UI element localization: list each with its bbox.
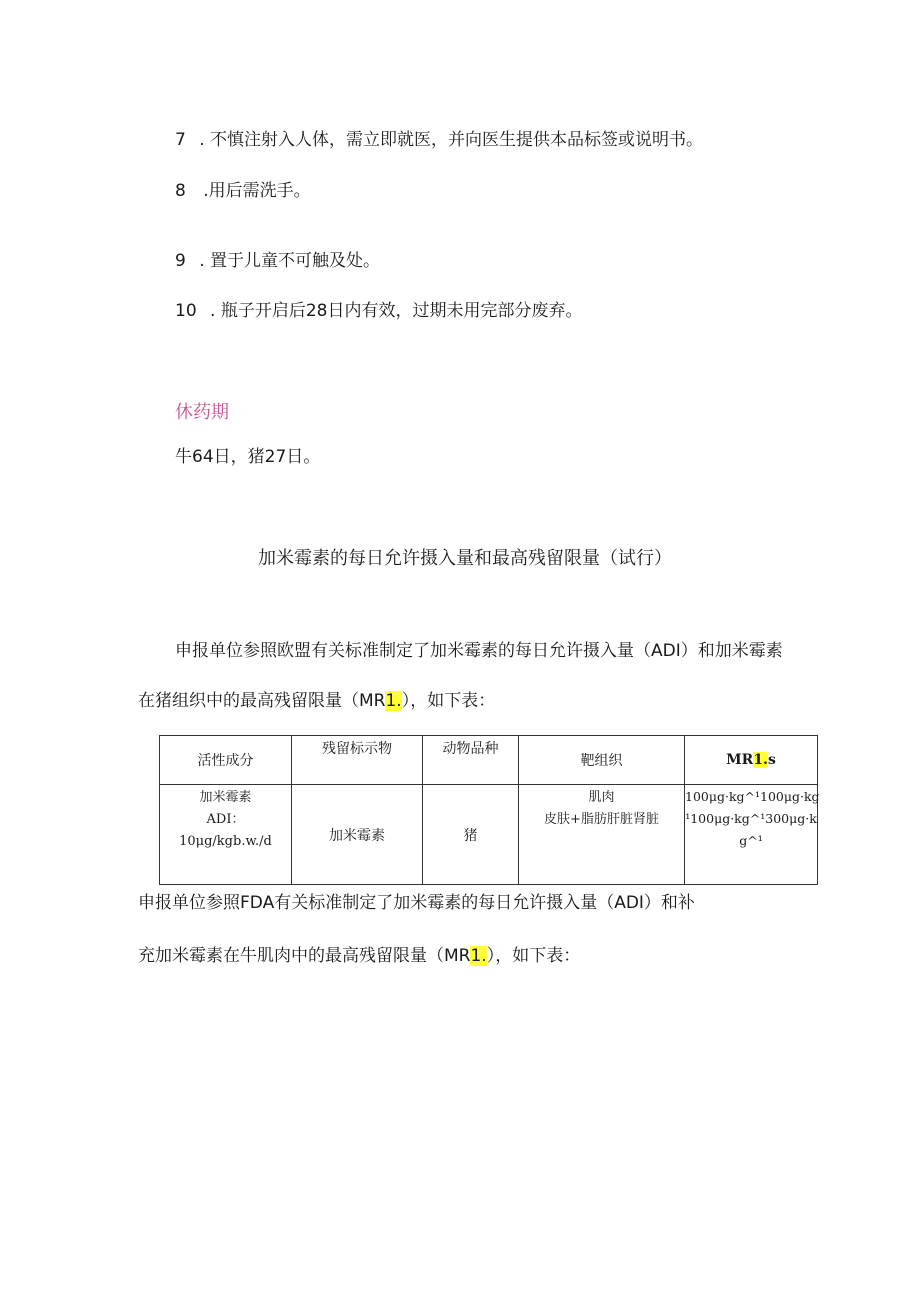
note-10: [175, 296, 583, 321]
text-segment: 充加米霉素在牛肌肉中的最高残留限量（MR: [138, 946, 471, 966]
paragraph-1-line-1: 申报单位参照欧盟有关标准制定了加米霉素的每日允许摄入量（ADI）和加米霉素: [175, 641, 783, 661]
withdrawal-heading: 休药期: [175, 402, 229, 423]
cell-mrls: [685, 785, 818, 885]
note-8: [175, 176, 311, 201]
cell-residue-marker: 加米霉素: [292, 785, 423, 885]
mrl-line: g^¹: [739, 833, 763, 848]
section-title: 加米霉素的每日允许摄入量和最高残留限量（试行）: [258, 548, 672, 569]
active-name: 加米霉素: [199, 790, 252, 805]
cell-species: 猪: [423, 785, 519, 885]
note-text: . 不慎注射入人体，需立即就医，并向医生提供本品标签或说明书。: [199, 130, 704, 150]
cell-active-ingredient: [160, 785, 292, 885]
highlighted-text: 1.: [470, 946, 487, 966]
text-segment: ），如下表：: [486, 946, 581, 966]
highlighted-text: 1.: [753, 752, 768, 768]
note-text: .用后需洗手。: [203, 181, 311, 201]
mrl-line: ¹100μg·kg^¹300μg·k: [685, 811, 817, 826]
note-number: 8: [175, 181, 186, 201]
note-text: . 瓶子开启后28日内有效，过期未用完部分废弃。: [210, 301, 583, 321]
header-species: 动物品种: [423, 736, 519, 785]
note-9: [175, 246, 380, 271]
header-residue-marker: 残留标示物: [292, 736, 423, 785]
mrl-line: 100μg·kg^¹100μg·kg: [685, 789, 820, 804]
withdrawal-text: 牛64日，猪27日。: [175, 447, 321, 467]
highlighted-text: 1.: [385, 691, 402, 711]
paragraph-1-line-2: [138, 686, 495, 711]
table-header-row: [160, 736, 818, 785]
note-7: [175, 125, 703, 150]
paragraph-2-line-2: [138, 941, 580, 966]
note-text: . 置于儿童不可触及处。: [199, 251, 381, 271]
text-segment: MR: [726, 752, 754, 768]
adi-label: ADI：: [206, 812, 245, 827]
cell-target-tissue: [519, 785, 685, 885]
adi-value: 10μg/kgb.w./d: [179, 834, 272, 849]
header-active-ingredient: 活性成分: [160, 736, 292, 785]
text-segment: ），如下表：: [401, 691, 496, 711]
note-number: 7: [175, 130, 186, 150]
tissue-line: 皮肤+脂肪肝脏肾脏: [544, 812, 659, 827]
table-row: [160, 785, 818, 885]
header-mrls: [685, 736, 818, 785]
tissue-line: 肌肉: [588, 790, 615, 805]
text-segment: s: [767, 752, 776, 768]
header-target-tissue: 靶组织: [519, 736, 685, 785]
note-number: 10: [175, 301, 197, 321]
paragraph-2-line-1: 申报单位参照FDA有关标准制定了加米霉素的每日允许摄入量（ADI）和补: [138, 893, 695, 913]
text-segment: 在猪组织中的最高残留限量（MR: [138, 691, 386, 711]
mrl-table: [159, 735, 818, 885]
note-number: 9: [175, 251, 186, 271]
